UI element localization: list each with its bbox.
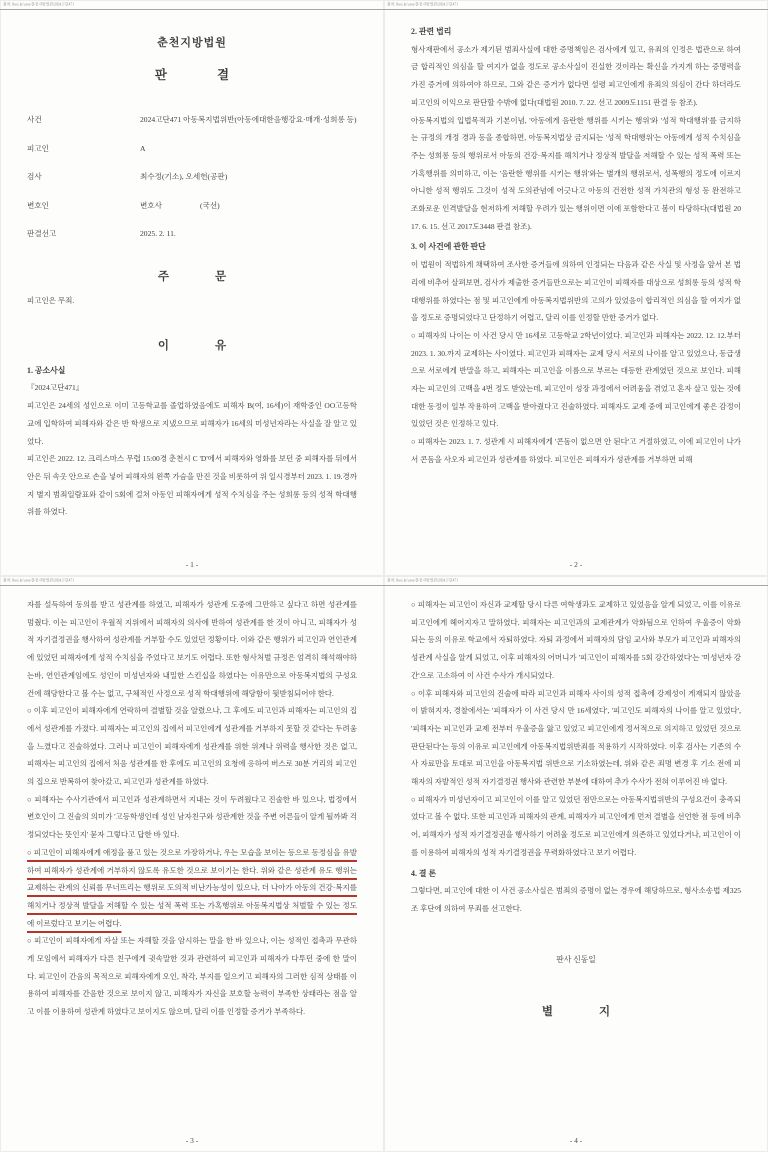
page-3	[0, 576, 384, 1152]
page-number: - 4 -	[569, 1136, 583, 1145]
field-defense-counsel	[27, 196, 357, 215]
field-prosecutor	[27, 167, 357, 186]
paragraph: ○ 피해자의 나이는 이 사건 당시 만 16세로 고등학교 2학년이었다. 피고인과 피해자는 2022. 12. 12.부터 2023. 1. 30.까지 교제하는 사이였다. 피고인과 피해자는 교제 당시 서로의 나이를 알고 있었으나, 동급생으로 서로에게 반말을 하고, 피해자는 피고인을 이름으로 부르는 대등한 관계였던 것으로 보인다. 피해자는 피고인의 고백을 4번 정도 받았는데, 피고인이 성장 과정에서 어려움을 겪었고 혼자 살고 있는 것에 대한 동정이 일부 작용하여 고백을 받아줬다고 진술하였다. 피해자도 교제 중에 피고인에게 좋은 감정이 있었던 것은 인정하고 있다.	[411, 330, 741, 429]
document-type-title: 판 결	[154, 68, 230, 82]
paragraph: 이 법원이 적법하게 채택하여 조사한 증거들에 의하여 인정되는 다음과 같은 사실 및 사정을 앞서 본 법리에 비추어 살펴보면, 검사가 제출한 증거들만으로는 피고인이 피해자를 대상으로 성희롱 등의 성적 학대행위를 하였다는 점 및 피고인에게 아동복지법위반의 고의가 있었음이 합리적인 의심을 할 여지가 없을 정도로 증명되었다고 단정하기 어렵고, 달리 이를 인정할 만한 증거가 없다.	[411, 260, 741, 323]
paragraph: 형사재판에서 공소가 제기된 범죄사실에 대한 증명책임은 검사에게 있고, 유죄의 인정은 법관으로 하여금 합리적인 의심을 할 여지가 없을 정도로 공소사실이 진실한 것이라는 확신을 가지게 하는 증명력을 가진 증거에 의하여야 하므로, 그와 같은 증거가 없다면 설령 피고인에게 유죄의 의심이 간다 하더라도 피고인의 이익으로 판단할 수밖에 없다(대법원 2010. 7. 22. 선고 2009도1151 판결 등 참조).	[411, 44, 741, 107]
paragraph: 그렇다면, 피고인에 대한 이 사건 공소사실은 범죄의 증명이 없는 경우에 해당하므로, 형사소송법 제325조 후단에 의하여 무죄를 선고한다.	[411, 886, 741, 913]
field-label: 변호인	[27, 200, 50, 210]
page-1	[0, 0, 384, 576]
paragraph: ○ 피고인이 피해자에게 자살 또는 자해할 것을 암시하는 말을 한 바 있으나, 이는 성적인 접촉과 무관하게 모임에서 피해자가 다른 친구에게 귓속말한 것과 관련하여 피고인과 피해자가 다투던 중에 한 말이다. 피고인이 간음의 목적으로 피해자에게 오인, 착각, 부지를 일으키고 피해자의 그러한 심적 상태를 이용하여 피해자를 간음한 것으로 보이지 않고, 피해자가 자신을 보호할 능력이 부족한 상태라는 점을 알고 이를 이용하여 성관계 하였다고 보이지도 않으며, 달리 이를 인정할 증거가 부족하다.	[27, 936, 357, 1017]
court-name: 춘천지방법원	[157, 37, 227, 49]
paragraph: 아동복지법의 입법목적과 기본이념, '아동에게 음란한 행위를 시키는 행위'와 '성적 학대행위'를 금지하는 규정의 개정 경과 등을 종합하면, 아동복지법상 금지되는 '성적 학대행위'는 아동에게 성적 수치심을 주는 성희롱 등의 행위로서 아동의 건강·복지를 해치거나 정상적 발달을 저해할 수 있는 성적 폭력 또는 가혹행위를 의미하고, 이는 '음란한 행위를 시키는 행위'와는 별개의 행위로서, 성폭행의 정도에 이르지 아니한 성적 행위도 그것이 성적 도의관념에 어긋나고 아동의 건전한 성적 가치관의 형성 등 완전하고 조화로운 인격발달을 현저하게 저해할 우려가 있는 행위이면 이에 포함한다고 봄이 타당하다(대법원 2017. 6. 15. 선고 2017도3448 판결 참조).	[411, 115, 741, 231]
appendix-title: 별 지	[541, 1005, 611, 1018]
section-4-heading: 4. 결 론	[411, 868, 437, 878]
paragraph: ○ 이후 피고인이 피해자에게 연락하여 결별할 것을 알렸으나, 그 후에도 피고인과 피해자는 피고인의 집에서 성관계를 가졌다. 피해자는 피고인의 집에서 피고인에게 성관계를 거부하지 못할 것 같다는 두려움을 느꼈다고 진술하였다. 그러나 피고인이 피해자에게 성관계를 위한 위계나 위력을 행사한 것은 없고, 피해자는 피고인의 집에서 처음 성관계를 한 후에도 피고인의 요청에 응하여 버스로 30분 거리의 피고인의 집으로 반복하여 찾아갔고, 피고인과 성관계를 하였다.	[27, 706, 357, 787]
page-number: - 2 -	[569, 560, 583, 569]
source-url: 출처: lbox.kr/case/춘천지방법원/2024고단471	[3, 578, 75, 583]
field-label: 사건	[27, 115, 42, 124]
field-value: 변호사 (국선)	[140, 200, 220, 210]
paragraph: 피고인은 2022. 12. 크리스마스 무렵 15:00경 춘천시 C 'D'에서 피해자와 영화를 보던 중 피해자를 뒤에서 안은 뒤 속옷 안으로 손을 넣어 피해자의 왼쪽 가슴을 만진 것을 비롯하여 위 일시경부터 2023. 1. 19.경까지 별지 범죄일람표와 같이 5회에 걸쳐 아동인 피해자에게 성적 수치심을 주는 성희롱 등의 성적 학대행위를 하였다.	[27, 454, 357, 517]
page-2	[384, 0, 768, 576]
page-number: - 1 -	[185, 560, 199, 569]
field-label: 피고인	[27, 143, 50, 153]
paragraph: 자를 설득하여 동의를 받고 성관계를 하였고, 피해자가 성관계 도중에 그만하고 싶다고 하면 성관계를 멈췄다. 이는 피고인이 우월적 지위에서 피해자의 의사에 반하여 성관계를 한 것이 아니고, 피해자가 성적 자기결정권을 행사하여 성관계를 거부할 수도 있었던 정황이다. 이와 같은 행위가 피고인과 연인관계에 있었던 피해자에게 성적 수치심을 주었다고 보기도 어렵다. 또한 형사처벌 규정은 엄격히 해석해야하는바, 연인관계임에도 성인이 미성년자와 내밀한 스킨십을 하였다는 이유만으로 아동복지법의 구성요건에 해당한다고 볼 수는 없고, 구체적인 사정으로 성적 학대행위에 해당함이 뒷받침되어야 한다.	[27, 600, 357, 698]
paragraph: ○ 피해자가 미성년자이고 피고인이 이를 알고 있었던 점만으로는 아동복지법위반의 구성요건이 충족되었다고 볼 수 없다. 또한 피고인과 피해자의 관계, 피해자가 피고인에게 먼저 결별을 선언한 점 등에 비추어, 피해자가 성적 자기결정권을 행사하기 어려울 정도로 피고인에게 의존하고 있었다거나, 피고인이 이를 이용하여 피해자의 성적 자기결정권을 무력화하였다고 보기 어렵다.	[411, 794, 741, 857]
field-sentencing-date	[27, 224, 357, 243]
main-text-title: 주 문	[157, 271, 227, 283]
case-fields	[27, 110, 357, 243]
field-value: 2025. 2. 11.	[140, 229, 176, 238]
paragraph: ○ 피해자는 2023. 1. 7. 성관계 시 피해자에게 '콘돔이 없으면 안 된다'고 거절하였고, 이에 피고인이 나가서 콘돔을 사오자 피고인과 성관계를 하였다. 피고인은 피해자가 성관계를 거부하면 피해	[411, 437, 741, 464]
verdict-line: 피고인은 무죄.	[27, 296, 75, 305]
field-value: 최수정(기소), 오세헌(공판)	[140, 172, 228, 181]
case-reference: 『2024고단471』	[27, 383, 84, 393]
field-label: 검사	[27, 172, 42, 181]
source-url: 출처: lbox.kr/case/춘천지방법원/2024고단471	[3, 2, 75, 7]
source-url: 출처: lbox.kr/case/춘천지방법원/2024고단471	[387, 578, 459, 583]
judge-signature: 판사 신동일	[556, 954, 596, 964]
section-3-heading: 3. 이 사건에 관한 판단	[411, 242, 486, 252]
field-label: 판결선고	[27, 229, 57, 238]
paragraph-red-underlined: ○ 피고인이 피해자에게 애정을 품고 있는 것으로 가장하거나, 우는 모습을 보이는 등으로 동정심을 유발하여 피해자가 성관계에 거부하지 않도록 유도한 것으로 보이기는 한다. 위와 같은 성관계 유도 행위는 교제하는 관계의 신뢰를 무너뜨리는 행위로 도의적 비난가능성이 있으나, 더 나아가 아동의 건강·복지를 해치거나 정상적 발달을 저해할 수 있는 성적 폭력 또는 가혹행위로 아동복지법상 처벌할 수 있는 정도에 이르렀다고 보기는 어렵다.	[27, 847, 357, 928]
field-value: 2024고단471 아동복지법위반(아동에대한음행강요·매개·성희롱 등)	[140, 115, 357, 124]
reasons-title: 이 유	[157, 339, 227, 352]
page-4	[384, 576, 768, 1152]
source-url: 출처: lbox.kr/case/춘천지방법원/2024고단471	[387, 2, 459, 7]
paragraph: ○ 이후 피해자와 피고인의 진술에 따라 피고인과 피해자 사이의 성적 접촉에 강제성이 게재되지 않았음이 밝혀지자, 경찰에서는 '피해자가 이 사건 당시 만 16세였다', '피고인도 피해자의 나이를 알고 있었다', '피해자는 피고인과 교제 전부터 우울증을 앓고 있었고 피고인에게 정서적으로 의지하고 있었던 것으로 판단된다'는 등의 이유로 피고인에게 아동복지법위반죄를 적용하기 시작하였다. 이후 검사는 기존의 수사 자료만을 토대로 피고인을 아동복지법 위반으로 기소하였는데, 위와 같은 죄명 변경 후 기소 전에 피해자의 자발적인 성적 자기결정권 행사와 관련한 부분에 대하여 추가 수사가 전혀 이루어진 바 없다.	[411, 688, 741, 787]
field-defendant	[27, 139, 357, 158]
paragraph: 피고인은 24세의 성인으로 이미 고등학교를 졸업하였음에도 피해자 B(여, 16세)이 재학중인 OO고등학교에 입학하여 피해자와 같은 반 학생으로 지냈으므로 피해자가 16세의 미성년자라는 사실을 잘 알고 있었다.	[27, 401, 357, 446]
paragraph: ○ 피해자는 수사기관에서 피고인과 성관계하면서 지내는 것이 두려웠다고 진술한 바 있으나, 법정에서 변호인이 그 진술의 의미가 '고등학생인데 성인 남자친구와 성관계한 것을 주변 어른들이 알게 될까봐 걱정되었다는 뜻인지' 묻자 그렇다고 답한 바 있다.	[27, 794, 358, 840]
paragraph: ○ 피해자는 피고인이 자신과 교제할 당시 다른 여학생과도 교제하고 있었음을 알게 되었고, 이를 이유로 피고인에게 헤어지자고 말하였다. 피해자는 피고인과의 교제관계가 악화됨으로 인하여 우울증이 악화되는 등의 이유로 학교에서 자퇴하였다. 자퇴 과정에서 피해자의 담임 교사와 부모가 피고인과 피해자의 성관계 사실을 알게 되었고, 이후 피해자의 어머니가 '피고인이 피해자를 5회 강간하였다'는 '미성년자 강간'으로 고소하여 이 사건 수사가 개시되었다.	[411, 600, 741, 680]
field-case	[27, 110, 357, 129]
field-value: A	[140, 143, 146, 153]
section-2-heading: 2. 관련 법리	[411, 27, 452, 36]
section-1-heading: 1. 공소사실	[27, 365, 66, 375]
page-number: - 3 -	[185, 1136, 199, 1145]
